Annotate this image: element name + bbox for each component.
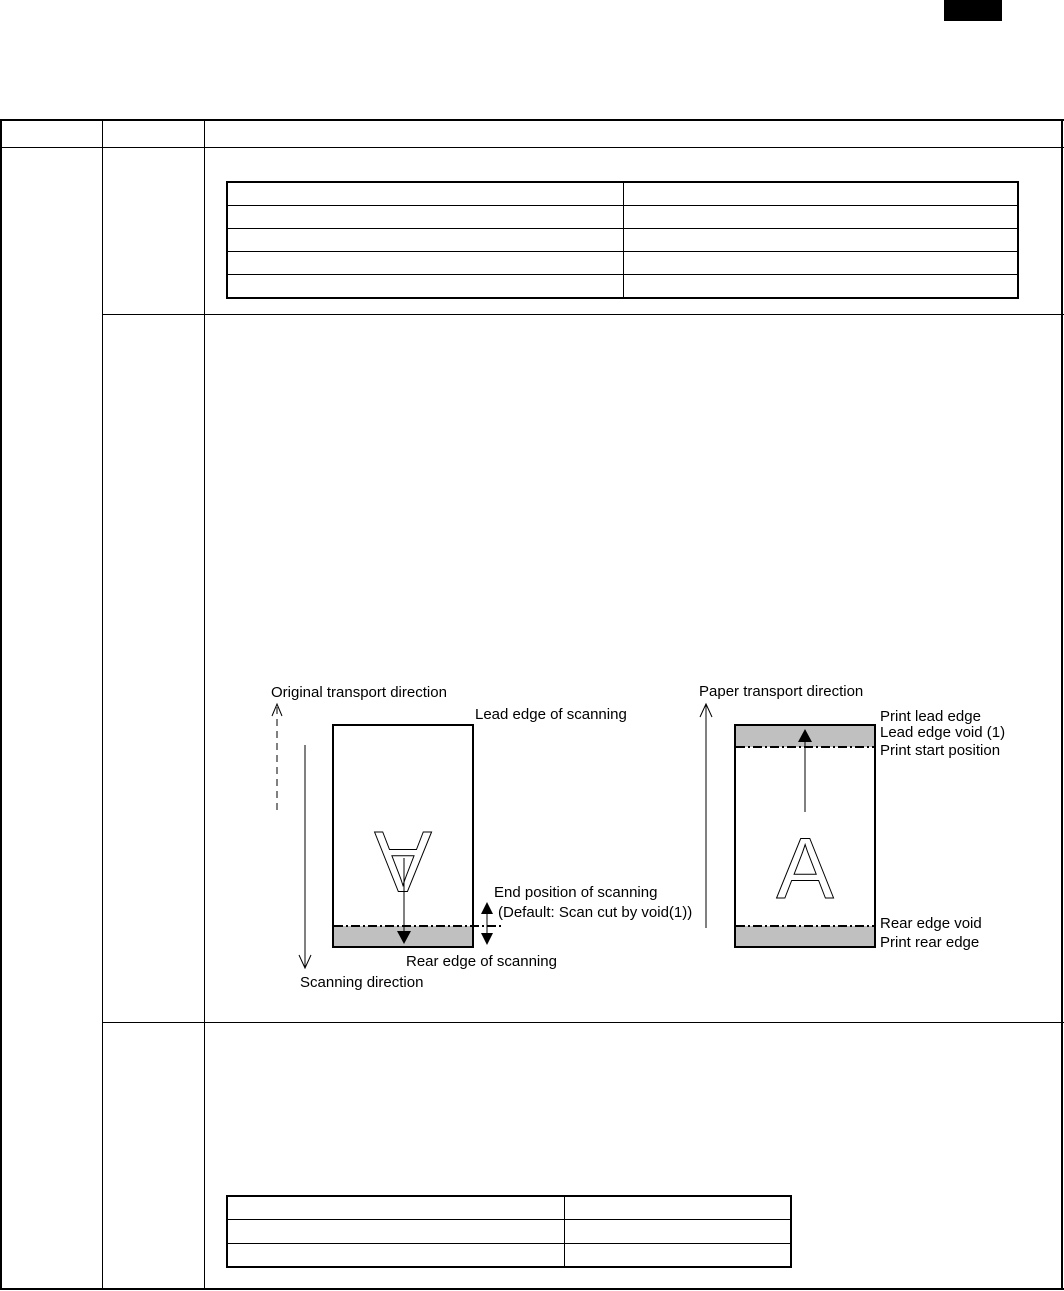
table-right-border	[1061, 119, 1063, 1290]
row-divider-1	[102, 314, 1064, 315]
table-top-border	[0, 119, 1064, 121]
lead-edge-of-scanning-label: Lead edge of scanning	[475, 706, 627, 723]
table-left-border	[0, 119, 2, 1290]
table1-col-divider	[623, 183, 624, 297]
end-position-up-arrowhead	[481, 902, 493, 914]
table1-row-divider	[228, 205, 1017, 206]
table2-row-divider	[228, 1243, 790, 1244]
print-rear-edge-label: Print rear edge	[880, 934, 980, 951]
table2-row-divider	[228, 1219, 790, 1220]
table-bottom-border	[0, 1288, 1064, 1290]
table-col-divider-1	[102, 119, 103, 1290]
row-divider-2	[102, 1022, 1064, 1023]
end-position-down-arrowhead	[481, 933, 493, 945]
lead-edge-void-label: Lead edge void (1)	[880, 724, 1006, 741]
table1-row-divider	[228, 228, 1017, 229]
paper-transport-direction-label: Paper transport direction	[699, 683, 864, 700]
rear-edge-void-label: Rear edge void	[880, 915, 982, 932]
print-lead-edge-label: Print lead edge	[880, 708, 981, 725]
print-start-position-label: Print start position	[880, 742, 1001, 759]
setting-table-1	[226, 181, 1019, 299]
table1-row-divider	[228, 274, 1017, 275]
original-transport-direction-label: Original transport direction	[271, 684, 447, 701]
setting-table-2	[226, 1195, 792, 1268]
rear-edge-of-scanning-label: Rear edge of scanning	[406, 953, 557, 970]
scan-print-diagram	[250, 670, 1030, 1000]
table-col-divider-2	[204, 119, 205, 1290]
end-position-of-scanning-label: End position of scanning	[494, 884, 658, 901]
scan-original-glyph: A	[374, 813, 432, 909]
print-output-glyph: A	[776, 821, 834, 917]
table1-row-divider	[228, 251, 1017, 252]
table-header-border	[0, 147, 1064, 148]
table2-col-divider	[564, 1197, 565, 1266]
end-position-default-label: (Default: Scan cut by void(1))	[498, 904, 693, 921]
rear-edge-void-area	[736, 926, 874, 946]
scanning-direction-label: Scanning direction	[300, 974, 424, 991]
